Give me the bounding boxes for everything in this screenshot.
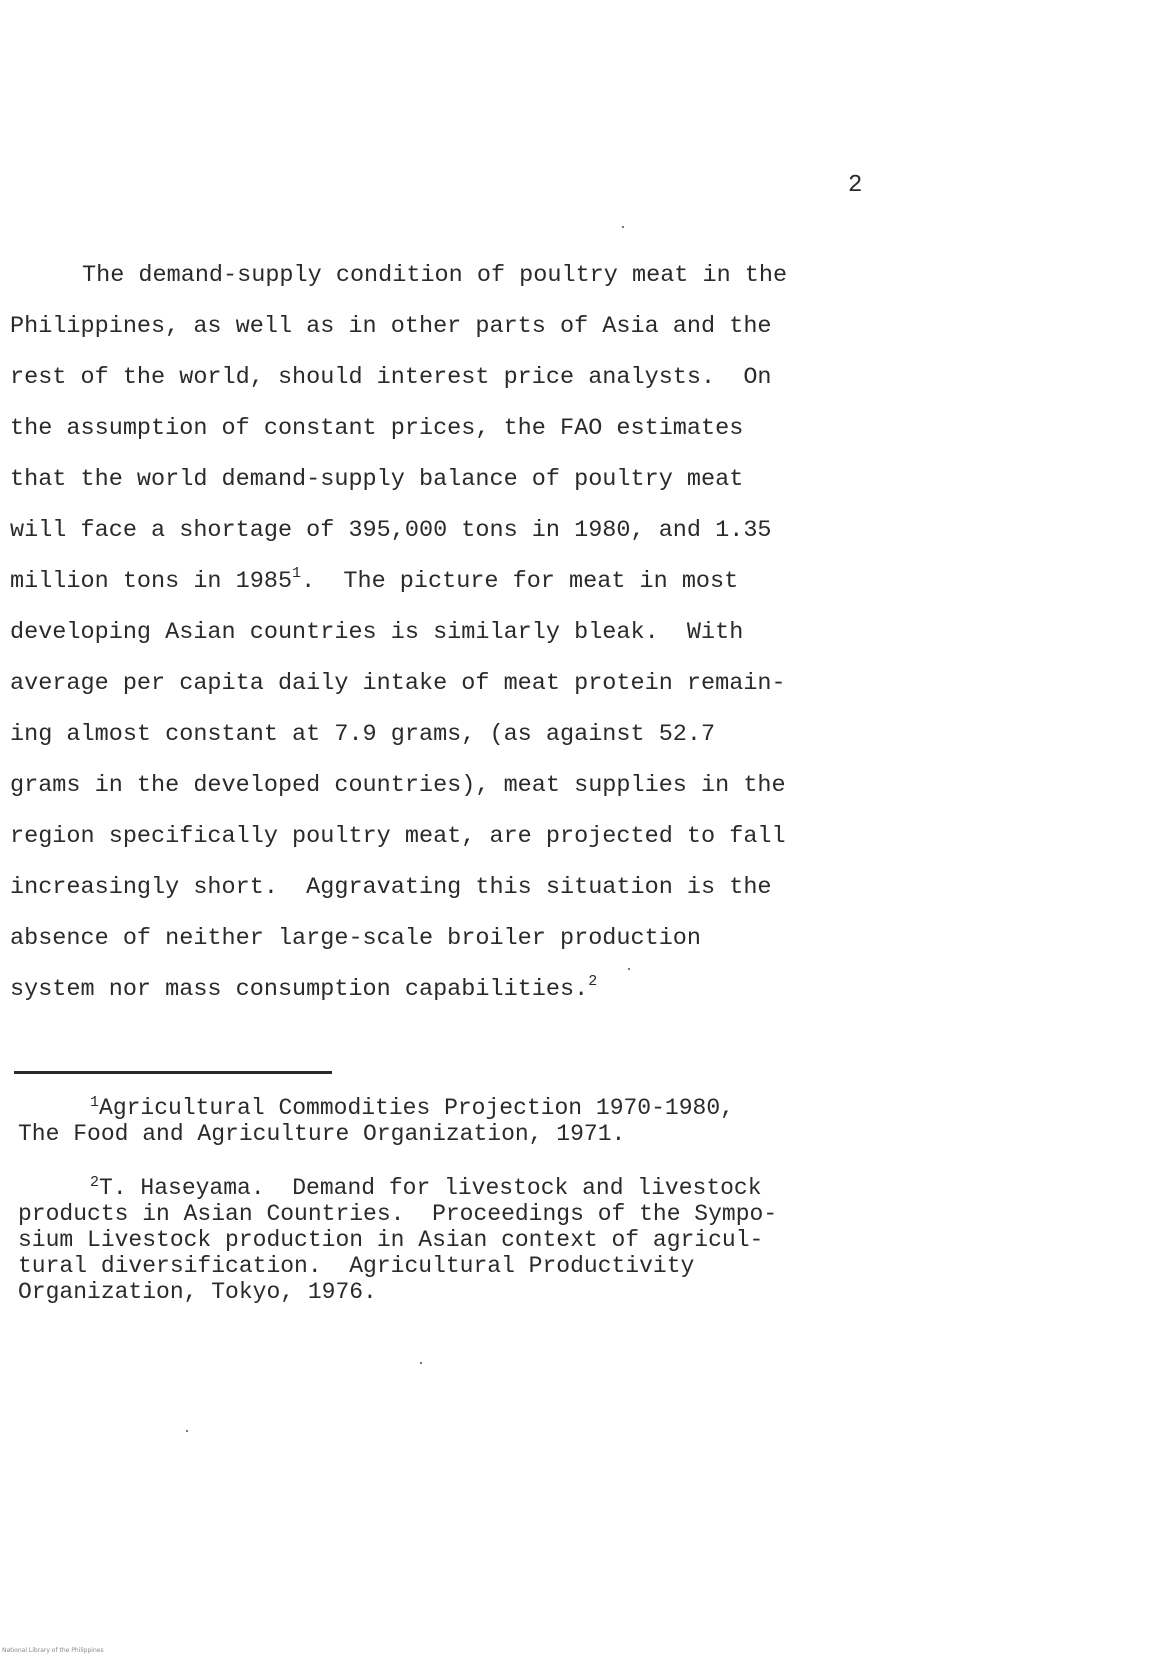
body-line xyxy=(10,556,890,607)
body-line xyxy=(10,964,890,1015)
footnote-divider xyxy=(14,1071,332,1074)
body-text: system nor mass consumption capabilities. xyxy=(10,976,589,1003)
body-line: rest of the world, should interest price analysts. On xyxy=(10,364,772,391)
footnote-line: tural diversification. Agricultural Productivity xyxy=(18,1253,695,1279)
footnote-line: The Food and Agriculture Organization, 1971. xyxy=(18,1121,626,1147)
footnote-line xyxy=(18,1095,898,1121)
footnote-2 xyxy=(18,1175,898,1305)
body-line: average per capita daily intake of meat protein remain- xyxy=(10,670,786,697)
scan-speck xyxy=(622,226,624,228)
footnote-marker: 2 xyxy=(90,1174,100,1191)
footnote-line: sium Livestock production in Asian context of agricul- xyxy=(18,1227,764,1253)
page-number: 2 xyxy=(848,172,863,199)
body-line: Philippines, as well as in other parts of Asia and the xyxy=(10,313,772,340)
body-line: ing almost constant at 7.9 grams, (as against 52.7 xyxy=(10,721,716,748)
footnote-ref-2: 2 xyxy=(588,973,598,990)
footnote-line xyxy=(18,1175,898,1201)
body-line: will face a shortage of 395,000 tons in 1980, and 1.35 xyxy=(10,517,772,544)
footnote-text: T. Haseyama. Demand for livestock and livestock xyxy=(99,1175,762,1201)
footnote-line: products in Asian Countries. Proceedings of the Sympo- xyxy=(18,1201,778,1227)
body-line: The demand-supply condition of poultry meat in the xyxy=(82,262,788,289)
body-line: region specifically poultry meat, are projected to fall xyxy=(10,823,786,850)
scan-speck xyxy=(628,968,630,970)
body-line: grams in the developed countries), meat supplies in the xyxy=(10,772,786,799)
scan-speck xyxy=(420,1362,422,1364)
footnote-marker: 1 xyxy=(90,1094,100,1111)
footnotes xyxy=(18,1095,898,1333)
scan-speck xyxy=(186,1430,188,1432)
footnote-ref-1: 1 xyxy=(292,565,302,582)
body-text: . The picture for meat in most xyxy=(301,568,739,595)
body-line: developing Asian countries is similarly bleak. With xyxy=(10,619,744,646)
body-line: the assumption of constant prices, the FAO estimates xyxy=(10,415,744,442)
body-line: absence of neither large-scale broiler production xyxy=(10,925,702,952)
body-line: increasingly short. Aggravating this situation is the xyxy=(10,874,772,901)
body-text: million tons in 1985 xyxy=(10,568,293,595)
footnote-1 xyxy=(18,1095,898,1147)
footnote-text: Agricultural Commodities Projection 1970-1980, xyxy=(99,1095,734,1121)
body-paragraph xyxy=(10,250,890,1015)
scan-footer: National Library of the Philippines xyxy=(2,1647,104,1654)
body-line: that the world demand-supply balance of poultry meat xyxy=(10,466,744,493)
footnote-line: Organization, Tokyo, 1976. xyxy=(18,1279,377,1305)
